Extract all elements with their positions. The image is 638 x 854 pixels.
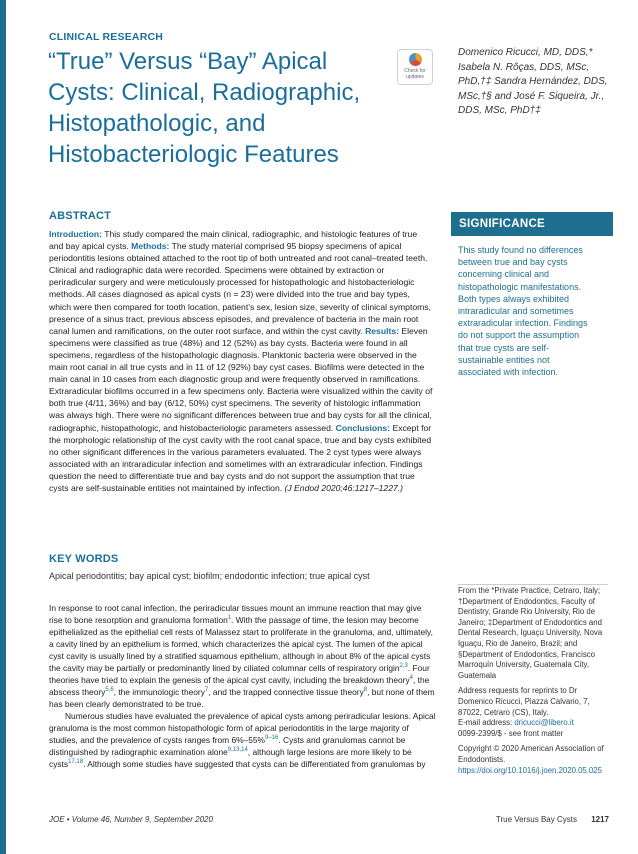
email-link[interactable]: dricucci@libero.it (514, 718, 574, 728)
running-title: True Versus Bay Cysts (495, 815, 577, 824)
footer-right (496, 815, 609, 824)
abstract-body (49, 228, 433, 494)
p1-text-b: . With the passage of time, the lesion may become epithelialized as the epithelial cell rests of Malassez start to proliferate in the granuloma, and, ultimately, a cavity lined by an epithelium is formed, which characterizes the apical cyst. The lumen of the apical cyst cavity is usually lined by a stratified squamous epithelium, although in about 8% of the apical cysts the cavity may be partially or predominantly lined by ciliated columnar cells of respiratory origin (49, 615, 433, 673)
p2-text-a: Numerous studies have evaluated the prevalence of apical cysts among periradicular lesions. Apical granuloma is the most common histopathologic form of apical periodontitis in the large majority of studies, and the prevalence of cysts ranges from 6%–55% (49, 711, 436, 745)
check-updates-label: Check for updates (404, 68, 426, 80)
methods-label: Methods: (131, 241, 170, 252)
page-edge-bar (0, 0, 6, 854)
author-list: Domenico Ricucci, MD, DDS,* Isabela N. Rôças, DDS, MSc, PhD,†‡ Sandra Hernández, DDS, MSc,†§ and José F. Siqueira, Jr., DDS, MSc, PhD†‡ (458, 47, 608, 116)
journal-info: JOE • Volume 46, Number 9, September 2020 (49, 815, 213, 824)
paragraph-1 (49, 602, 437, 710)
affiliations: From the *Private Practice, Cetraro, Italy; †Department of Endodontics, Faculty of Dentistry, Grande Rio University, Rio de Janeiro; ‡Department of Endodontics and Dental Research, Iguaçu University, Nova Iguaçu, Rio de Janeiro, Brazil; and §Department of Endodontics, Francisco Marroquín University, Guatemala City, Guatemala (458, 586, 603, 680)
p2-text-b: . Cysts and granulomas cannot be distinguished by radiographic examination alone (49, 735, 406, 757)
issn: 0099-2399/$ - see front matter (458, 728, 564, 738)
abstract-heading: ABSTRACT (49, 210, 112, 222)
copyright: Copyright © 2020 American Association of Endodontists. (458, 744, 604, 764)
reprint-text: Address requests for reprints to Dr Domenico Ricucci, Piazza Calvario, 7, 87022, Cetraro (CS), Italy. (458, 686, 590, 717)
conclusions-text: Except for the morphologic relationship of the cyst cavity with the root canal space, true and bay cysts exhibited no other significant differences in the various parameters evaluated. The 2 cyst types were always associated with an intraradicular infection and sometimes with an extraradicular infection. Findings question the need to differentiate true and bay cysts and do not support the assumption that true cysts are self-sustainable entities not maintained by infection. (49, 422, 432, 493)
check-for-updates-badge[interactable] (397, 49, 433, 85)
intro-text: This study compared the main clinical, radiographic, and histologic features of true and bay apical cysts. (49, 229, 418, 252)
copyright-block (458, 744, 608, 776)
sidebar-divider (458, 584, 608, 585)
methods-text: The study material comprised 95 biopsy specimens of apical periodontitis lesions obtained attached to the root tip of both untreated and root canal–treated teeth. Clinical and radiographic data were recorded. Specimens were obtained by extraction or periradicular surgery and were meticulously processed for histopathologic and histobacteriologic methods. All cases diagnosed as apical cysts (n = 23) were divided into the true and bay types, which were then compared for tooth location, patient’s sex, lesion size, severity of clinical symptoms, presence of a sinus tract, previous abscess episodes, and prevalence of bacteria in the main root canal lumen and ramifications, on the outer root surface, and within the cyst cavity. (49, 241, 431, 336)
updates-icon (409, 53, 422, 66)
results-label: Results: (365, 325, 399, 336)
ref-link[interactable]: 8 (363, 687, 368, 694)
intro-body (49, 602, 437, 770)
p2-text-d: . Although some studies have suggested that cysts can be differentiated from granulomas by (83, 759, 426, 769)
reprint-address (458, 686, 608, 739)
ref-link[interactable]: 9,13,14 (227, 747, 248, 754)
p2-text-c: , although large lesions are more likely to be cysts (49, 747, 412, 769)
paragraph-2 (49, 710, 437, 770)
page-number: 1217 (591, 815, 609, 824)
keywords-list: Apical periodontitis; bay apical cyst; biofilm; endodontic infection; true apical cyst (49, 571, 370, 581)
p1-text-f: , and the trapped connective tissue theory (208, 687, 364, 697)
significance-text: This study found no differences between true and bay cysts concerning clinical and histopathologic manifestations. Both types always exhibited intraradicular and sometimes extraradicular infection. Findings do not support the assumption that true cysts are self-sustainable entities not associated with infection. (458, 245, 588, 378)
conclusions-label: Conclusions: (335, 422, 391, 433)
page-footer (49, 815, 609, 824)
p1-text-e: , the immunologic theory (113, 687, 205, 697)
article-title: “True” Versus “Bay” Apical Cysts: Clinical, Radiographic, Histopathologic, and Histobacteriologic Features (48, 48, 361, 168)
citation: (J Endod 2020;46:1217–1227.) (284, 482, 404, 493)
ref-link[interactable]: 2,3 (399, 663, 408, 670)
affiliations-block (458, 586, 608, 781)
keywords-heading: KEY WORDS (49, 553, 119, 565)
ref-link[interactable]: 1 (227, 615, 232, 622)
ref-link[interactable]: 5,6 (105, 687, 114, 694)
email-label: E-mail address: (458, 718, 513, 728)
section-label: CLINICAL RESEARCH (49, 31, 164, 43)
results-text: Eleven specimens were classified as true (48%) and 12 (52%) as bay cysts. Bacteria were found in all specimens, regardless of the histopathologic diagnosis. Planktonic bacteria were observed in the main root canal in all true cysts and in 11 of 12 (92%) bay cyst cases. Biofilms were detected in the main canal in 10 cases from each diagnostic group and were frequently observed in ramifications. Extraradicular biofilms occurred in a few specimens only. Bacteria were visualized within the cavity of both true (4/11, 36%) and bay (6/12, 50%) cyst specimens. The severity of histologic inflammation was always high. There were no significant differences between true and bay cysts for all the clinical, radiographic, histopathologic, and histobacteriologic parameters assessed. (49, 325, 433, 433)
doi-link[interactable]: https://doi.org/10.1016/j.joen.2020.05.025 (458, 765, 602, 775)
p1-text-a: In response to root canal infection, the periradicular tissues mount an immune reaction that may give rise to bone resorption and granuloma formation (49, 603, 422, 625)
ref-link[interactable]: 17,18 (68, 759, 84, 766)
significance-heading: SIGNIFICANCE (451, 212, 613, 236)
ref-link[interactable]: 7 (204, 687, 209, 694)
ref-link[interactable]: 9–16 (265, 735, 279, 742)
ref-link[interactable]: 4 (409, 675, 413, 682)
intro-label: Introduction: (49, 229, 102, 239)
p1-text-d: , the abscess theory (49, 675, 430, 697)
p1-text-g: , but none of them has been clearly demonstrated to be true. (49, 687, 435, 709)
p1-text-c: . Four theories have tried to explain the genesis of the apical cyst cavity, including the breakdown theory (49, 663, 430, 685)
